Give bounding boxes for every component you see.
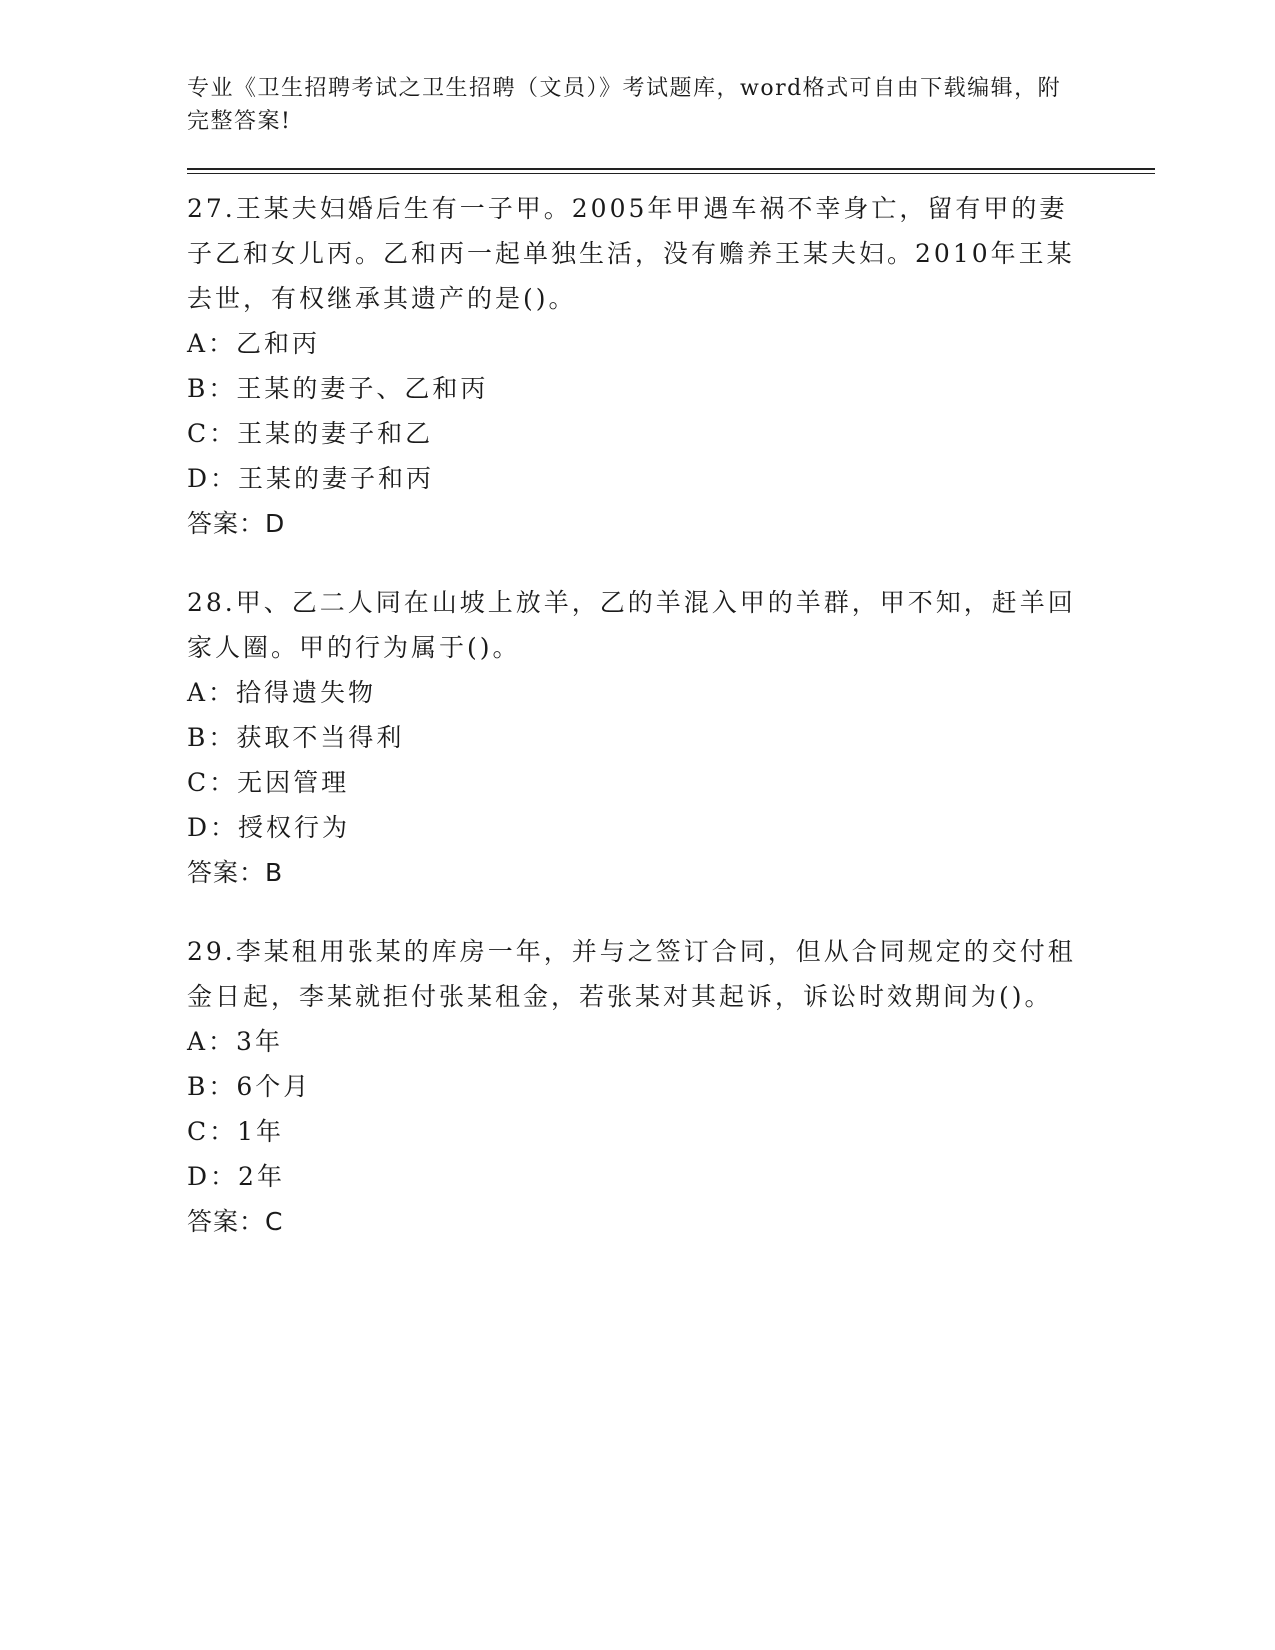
option-d: D：王某的妻子和丙 — [187, 464, 435, 493]
option-b: B：获取不当得利 — [187, 723, 405, 752]
header-divider — [187, 168, 1155, 174]
option-c: C：1年 — [187, 1117, 285, 1146]
option-d: D：授权行为 — [187, 813, 351, 842]
question-stem: 27.王某夫妇婚后生有一子甲。2005年甲遇车祸不幸身亡，留有甲的妻子乙和女儿丙。乙和丙一起单独生活，没有赡养王某夫妇。2010年王某去世，有权继承其遗产的是()。 — [187, 194, 1075, 313]
question-stem: 28.甲、乙二人同在山坡上放羊，乙的羊混入甲的羊群，甲不知，赶羊回家人圈。甲的行为属于()。 — [187, 588, 1076, 662]
answer-line: 答案：D — [187, 509, 286, 538]
option-b: B：王某的妻子、乙和丙 — [187, 374, 489, 403]
question-29 — [187, 929, 1147, 1244]
option-a: A：3年 — [187, 1027, 283, 1056]
question-stem: 29.李某租用张某的库房一年，并与之签订合同，但从合同规定的交付租金日起，李某就拒付张某租金，若张某对其起诉，诉讼时效期间为()。 — [187, 937, 1076, 1011]
divider-thin-line — [187, 173, 1155, 174]
option-d: D：2年 — [187, 1162, 285, 1191]
document-page — [187, 72, 1147, 1278]
question-28 — [187, 580, 1147, 895]
option-a: A：拾得遗失物 — [187, 678, 377, 707]
answer-line: 答案：C — [187, 1207, 284, 1236]
answer-line: 答案：B — [187, 858, 284, 887]
document-header: 专业《卫生招聘考试之卫生招聘（文员）》考试题库，word格式可自由下载编辑，附完整答案! — [187, 76, 1062, 134]
option-c: C：王某的妻子和乙 — [187, 419, 434, 448]
option-c: C：无因管理 — [187, 768, 350, 797]
option-a: A：乙和丙 — [187, 329, 321, 358]
question-27 — [187, 186, 1147, 546]
question-list — [187, 186, 1147, 1244]
option-b: B：6个月 — [187, 1072, 312, 1101]
divider-thick-line — [187, 168, 1155, 170]
